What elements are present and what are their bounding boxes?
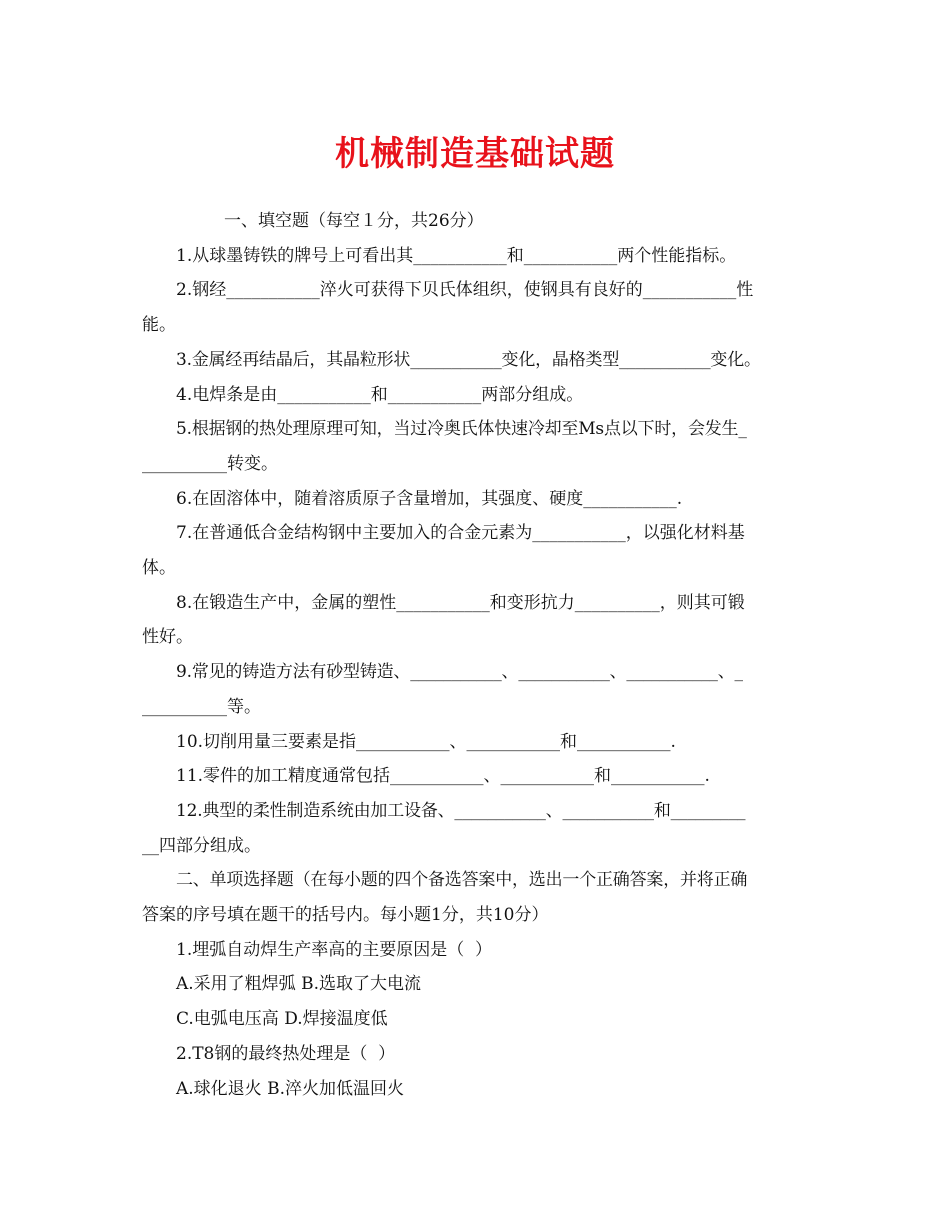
- question-line: 12.典型的柔性制造系统由加工设备、___________、___________和_________: [176, 800, 746, 821]
- question-continuation: __________转变。: [142, 453, 278, 474]
- section-heading-single-choice: 二、单项选择题（在每小题的四个备选答案中，选出一个正确答案，并将正确: [176, 870, 748, 891]
- section-heading-fill-blank: 一、填空题（每空１分，共26分）: [224, 211, 484, 231]
- document-title: 机械制造基础试题: [335, 134, 615, 174]
- section-heading-continuation: 答案的序号填在题干的括号内。每小题1分，共10分）: [142, 905, 549, 926]
- question-line: 4.电焊条是由___________和___________两部分组成。: [176, 384, 584, 405]
- question-line: 11.零件的加工精度通常包括___________、___________和___________.: [176, 766, 710, 787]
- question-continuation: __________等。: [142, 696, 261, 717]
- question-line: 6.在固溶体中，随着溶质原子含量增加，其强度、硬度___________.: [176, 488, 683, 509]
- document-body: [142, 204, 814, 1106]
- answer-options: C.电弧电压高 D.焊接温度低: [176, 1009, 388, 1030]
- answer-options: A.采用了粗焊弧 B.选取了大电流: [176, 974, 421, 995]
- question-continuation: 能。: [142, 315, 176, 336]
- question-line: 2.T8钢的最终热处理是（ ）: [176, 1043, 396, 1064]
- question-continuation: __四部分组成。: [142, 835, 261, 856]
- question-line: 7.在普通低合金结构钢中主要加入的合金元素为___________，以强化材料基: [176, 523, 745, 544]
- question-line: 3.金属经再结晶后，其晶粒形状___________变化，晶格类型___________变化。: [176, 349, 761, 370]
- question-line: 8.在锻造生产中，金属的塑性___________和变形抗力__________，则其可锻: [176, 592, 745, 613]
- question-line: 2.钢经___________淬火可获得下贝氏体组织，使钢具有良好的___________性: [176, 280, 754, 301]
- question-line: 5.根据钢的热处理原理可知，当过冷奥氏体快速冷却至Ms点以下时，会发生_: [176, 419, 747, 440]
- question-line: 10.切削用量三要素是指___________、___________和___________.: [176, 731, 676, 752]
- question-line: 1.埋弧自动焊生产率高的主要原因是（ ）: [176, 939, 493, 960]
- question-line: 9.常见的铸造方法有砂型铸造、___________、___________、___________、_: [176, 662, 743, 683]
- question-continuation: 性好。: [142, 627, 193, 648]
- question-line: 1.从球墨铸铁的牌号上可看出其___________和___________两个性能指标。: [176, 245, 737, 266]
- answer-options: A.球化退火 B.淬火加低温回火: [176, 1078, 404, 1099]
- question-continuation: 体。: [142, 558, 176, 579]
